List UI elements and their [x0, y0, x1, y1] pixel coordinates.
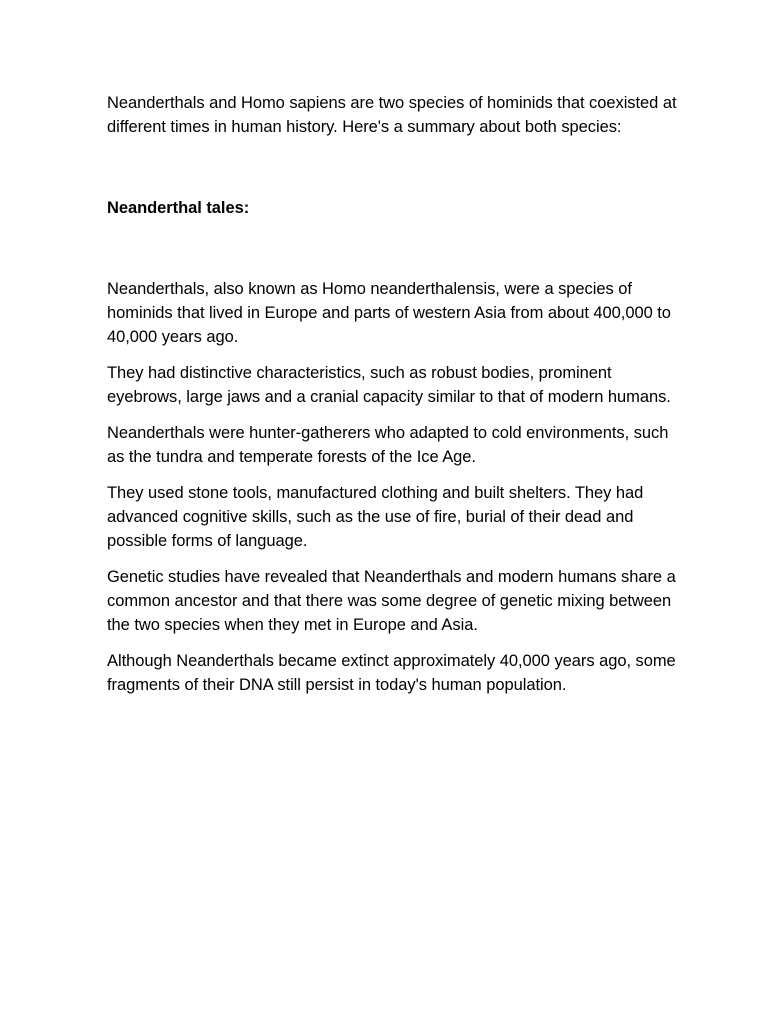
- body-paragraph: They had distinctive characteristics, such as robust bodies, prominent eyebrows, large jaws and a cranial capacity similar to that of modern humans.: [107, 364, 671, 406]
- body-paragraph: Neanderthals were hunter-gatherers who adapted to cold environments, such as the tundra and temperate forests of the Ice Age.: [107, 424, 669, 466]
- section-heading: Neanderthal tales:: [107, 199, 250, 217]
- intro-paragraph: Neanderthals and Homo sapiens are two species of hominids that coexisted at different times in human history. Here's a summary about both species:: [107, 94, 677, 136]
- body-paragraph: They used stone tools, manufactured clothing and built shelters. They had advanced cognitive skills, such as the use of fire, burial of their dead and possible forms of language.: [107, 484, 644, 550]
- document-body: [107, 91, 677, 697]
- body-paragraph: Although Neanderthals became extinct approximately 40,000 years ago, some fragments of their DNA still persist in today's human population.: [107, 652, 676, 694]
- body-paragraph: Neanderthals, also known as Homo neanderthalensis, were a species of hominids that lived in Europe and parts of western Asia from about 400,000 to 40,000 years ago.: [107, 280, 671, 346]
- body-paragraph: Genetic studies have revealed that Neanderthals and modern humans share a common ancestor and that there was some degree of genetic mixing between the two species when they met in Europe and Asia.: [107, 568, 676, 634]
